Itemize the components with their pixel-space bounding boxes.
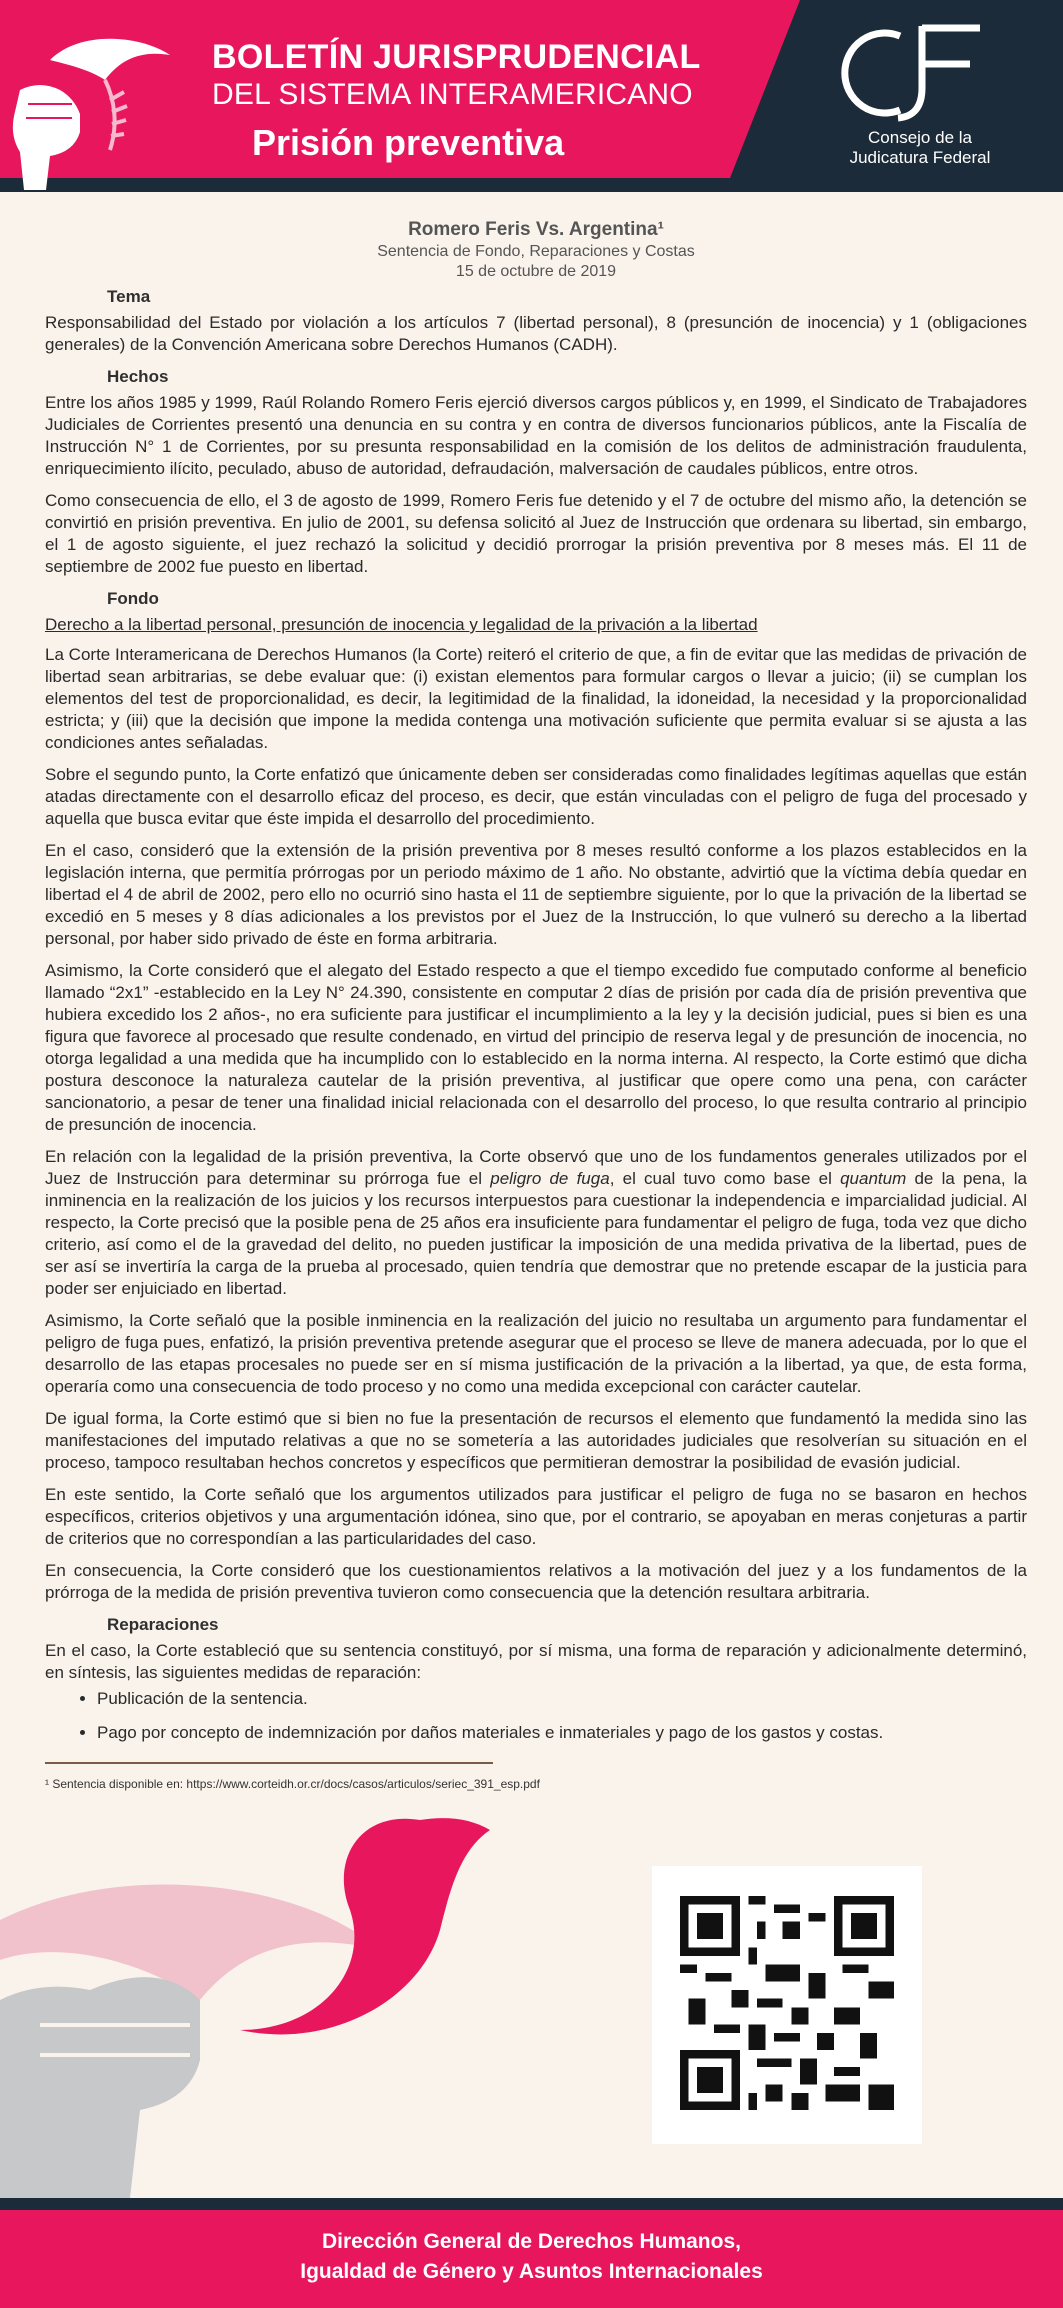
bird-fist-illustration-icon [0,1800,620,2198]
section-heading-hechos: Hechos [107,367,169,386]
fondo-paragraph-1: La Corte Interamericana de Derechos Humanos (la Corte) reiteró el criterio de que, a fin de evitar que las medidas de privación de libertad sean arbitrarias, se debe evaluar que: (i) existan elementos para formular cargos o llevar a juicio; (ii) se cumplan los elementos del test de proporcionalidad, es decir, la legitimidad de la finalidad, la idoneidad, la necesidad y la proporcionalidad estricta; y (iii) que la decisión que impone la medida contenga una motivación suficiente que permita evaluar si se ajusta a las condiciones antes señaladas. [45,645,1027,752]
fondo-paragraph-4: Asimismo, la Corte consideró que el alegato del Estado respecto a que el tiempo excedido fue computado conforme al beneficio llamado “2x1” -establecido en la Ley N° 24.390, consistente en computar 2 días de prisión por cada día de prisión preventiva que hubiera excedido los 2 años-, no era suficiente para justificar el incumplimiento a la ley y la decisión judicial, pues si bien es una figura que favorece al procesado que resulte condenado, en virtud del principio de reserva legal y de presunción de inocencia, no otorga legalidad a una medida que ha incumplido con lo establecido en la norma interna. Al respecto, la Corte estimó que dicha postura desconoce la naturaleza cautelar de la prisión preventiva, al justificar que opere como una pena, con carácter sancionatorio, a pesar de tener una finalidad inicial relacionada con el desarrollo del proceso, lo que resulta contrario al principio de presunción de inocencia. [45,961,1027,1134]
section-heading-fondo: Fondo [107,589,159,608]
footer-line-2: Igualdad de Género y Asuntos Internacionales [300,2260,763,2283]
p5-part-a: En relación con la legalidad de la prisión preventiva, la Corte observó que uno de los fundamentos generales utilizados por el Juez de Instrucción para determinar su prórroga fue el [45,1147,1027,1188]
cjf-org-name [840,128,1000,168]
footnote-divider [45,1762,493,1764]
fist-bird-logo-icon [10,20,200,190]
tema-text: Responsabilidad del Estado por violación a los artículos 7 (libertad personal), 8 (presunción de inocencia) y 1 (obligaciones generales) de la Convención Americana sobre Derechos Humanos (CADH). [45,313,1027,354]
list-item: • Pago por concepto de indemnización por daños materiales e inmateriales y pago de los gastos y costas. [97,1722,1027,1744]
footer-line-1: Dirección General de Derechos Humanos, [322,2230,741,2253]
fondo-paragraph-5 [45,1146,1027,1300]
qr-code[interactable] [652,1866,922,2144]
case-date: 15 de octubre de 2019 [455,263,617,280]
cjf-logo-icon [840,18,990,128]
qr-code-icon [680,1896,894,2110]
fondo-subheading: Derecho a la libertad personal, presunción de inocencia y legalidad de la privación a la libertad [45,615,758,634]
bulletin-topic: Prisión preventiva [252,122,565,163]
p5-italic-1: peligro de fuga [490,1169,610,1188]
hechos-paragraph-2: Como consecuencia de ello, el 3 de agosto de 1999, Romero Feris fue detenido y el 7 de octubre del mismo año, la detención se convirtió en prisión preventiva. En julio de 2001, su defensa solicitó al Juez de Instrucción que ordenara su libertad, sin embargo, el 1 de agosto siguiente, el juez rechazó la solicitud y decidió prorrogar la prisión preventiva por 8 meses más. El 11 de septiembre de 2002 fue puesto en libertad. [45,491,1027,576]
hechos-paragraph-1: Entre los años 1985 y 1999, Raúl Rolando Romero Feris ejerció diversos cargos públicos y, en 1999, el Sindicato de Trabajadores Judiciales de Corrientes presentó una denuncia en su contra y en contra de diversos funcionarios públicos, ante la Fiscalía de Instrucción N° 1 de Corrientes, por su presunta responsabilidad en la comisión de los delitos de administración fraudulenta, enriquecimiento ilícito, peculado, abuso de autoridad, defraudación, malversación de caudales públicos, entre otros. [45,393,1027,478]
fondo-paragraph-2: Sobre el segundo punto, la Corte enfatizó que únicamente deben ser consideradas como finalidades legítimas aquellas que están atadas directamente con el desarrollo eficaz del proceso, es decir, que están vinculadas con el peligro de fuga del procesado y aquella que busca evitar que éste impida el desarrollo del procedimiento. [45,765,1027,828]
bulletin-body [45,218,1027,1756]
section-heading-reparaciones: Reparaciones [107,1615,219,1634]
reparaciones-intro: En el caso, la Corte estableció que su sentencia constituyó, por sí misma, una forma de reparación y adicionalmente determinó, en síntesis, las siguientes medidas de reparación: [45,1641,1027,1682]
fondo-paragraph-6: Asimismo, la Corte señaló que la posible inminencia en la realización del juicio no resultaba un argumento para fundamentar el peligro de fuga pues, enfatizó, la prisión preventiva pretende asegurar que el proceso se lleve de manera adecuada, por lo que el desarrollo de las etapas procesales no puede ser en sí misma justificación de la privación a la libertad, ya que, de esta forma, operaría como una consecuencia de todo proceso y no como una medida excepcional con carácter cautelar. [45,1311,1027,1396]
fondo-paragraph-3: En el caso, consideró que la extensión de la prisión preventiva por 8 meses resultó conforme a los plazos establecidos en la legislación interna, que permitía prórrogas por un periodo máximo de 1 año. No obstante, advirtió que la víctima debía quedar en libertad el 4 de abril de 2002, pero ello no ocurrió sino hasta el 11 de septiembre siguiente, por lo que la privación de la libertad se excedió en 5 meses y 8 días adicionales a los previstos por el Juez de la Instrucción, lo que vulneró su derecho a la libertad personal, por haber sido privado de éste en forma arbitraria. [45,841,1027,948]
p5-part-b: , el cual tuvo como base el [609,1169,841,1188]
bulletin-subtitle: DEL SISTEMA INTERAMERICANO [212,78,693,111]
footer-banner [0,2198,1063,2308]
footnote: ¹ Sentencia disponible en: https://www.corteidh.or.cr/docs/casos/articulos/seriec_391_esp.pdf [45,1777,540,1791]
fondo-paragraph-8: En este sentido, la Corte señaló que los argumentos utilizados para justificar el peligro de fuga no se basaron en hechos específicos, criterios objetivos y una argumentación idónea, sino que, por el contrario, se apoyaban en meras conjeturas a partir de criterios que no correspondían a las particularidades del caso. [45,1485,1027,1548]
case-title: Romero Feris Vs. Argentina¹ [408,219,664,240]
fondo-paragraph-7: De igual forma, la Corte estimó que si bien no fue la presentación de recursos el elemento que fundamentó la medida sino las manifestaciones del imputado relativas a que no se sometería a las autoridades judiciales que resolverían su situación en el proceso, tampoco resultaban hechos concretos y específicos que permitieran demostrar la posibilidad de evasión judicial. [45,1409,1027,1472]
p5-part-c: de la pena, la inminencia en la realización de los juicios y los recursos interpuestos para cuestionar la independencia e imparcialidad judicial. Al respecto, la Corte precisó que la posible pena de 25 años era insuficiente para fundamentar el peligro de fuga, toda vez que dicho criterio, así como el de la gravedad del delito, no pueden justificar la imposición de una medida privativa de la libertad, pues de ser así se invertiría la carga de la prueba al procesado, quien tendría que demostrar que no pretende escapar de la justicia para poder ser enjuiciado en libertad. [45,1169,1027,1298]
case-subtitle: Sentencia de Fondo, Reparaciones y Costas [377,243,695,260]
org-line-1: Consejo de la [868,128,972,147]
reparaciones-list [45,1688,1027,1744]
header-banner [0,0,1063,192]
p5-italic-2: quantum [840,1169,907,1188]
org-line-2: Judicatura Federal [849,148,991,167]
footer-pink-band [0,2210,1063,2308]
section-heading-tema: Tema [107,287,151,306]
list-item: • Publicación de la sentencia. [97,1688,1027,1710]
bulletin-title: BOLETÍN JURISPRUDENCIAL [212,38,701,76]
fondo-paragraph-9: En consecuencia, la Corte consideró que los cuestionamientos relativos a la motivación del juez y a los fundamentos de la prórroga de la medida de prisión preventiva tuvieron como consecuencia que la detención resultara arbitraria. [45,1561,1027,1602]
